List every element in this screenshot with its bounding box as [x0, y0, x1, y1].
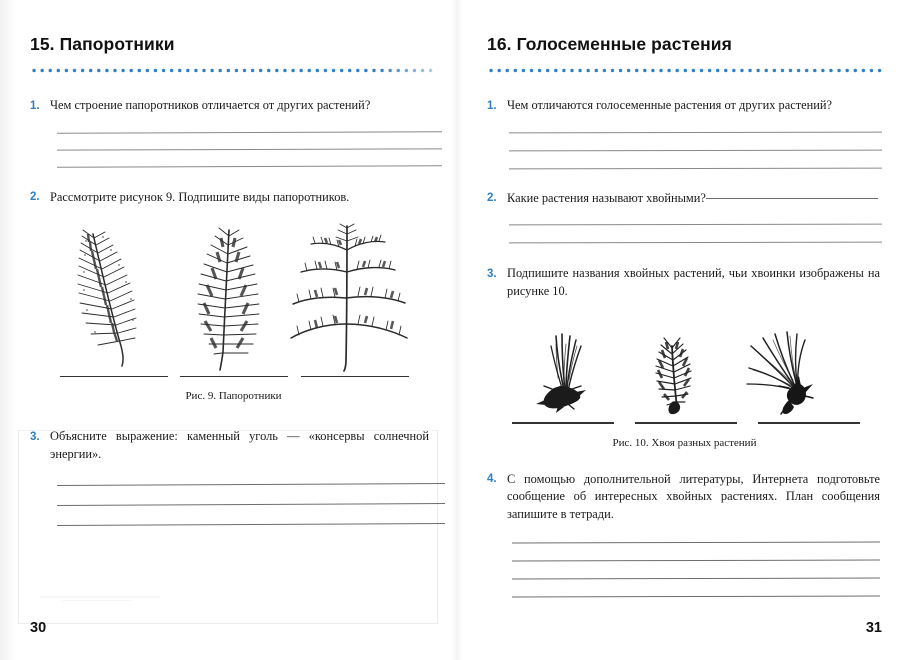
fern-frond-upright-icon — [171, 220, 283, 372]
right-question-2-inline-answer-line[interactable] — [706, 198, 878, 199]
left-question-3-text: Объясните выражение: каменный уголь — «консервы солнечной энергии». — [50, 429, 429, 462]
left-page-title-divider — [30, 68, 437, 73]
figure-10-label-lines[interactable] — [487, 422, 882, 423]
left-question-3-answer-lines[interactable] — [30, 484, 437, 525]
left-question-1 — [30, 97, 437, 115]
right-page-section-title: 16. Голосеменные растения — [487, 34, 732, 54]
long-pine-needle-cluster-icon — [737, 316, 845, 416]
right-question-1-text: Чем отличаются голосеменные растения от других растений? — [507, 98, 833, 112]
right-question-1 — [487, 97, 882, 115]
pine-needle-bundle-icon — [524, 316, 616, 416]
left-question-3-number: 3. — [30, 430, 40, 443]
right-question-1-answer-lines[interactable] — [487, 132, 882, 169]
fern-frond-branched-icon — [283, 220, 415, 372]
right-question-4-text: С помощью дополнительной литературы, Интернета подготовьте сообщение об интересных хвойных растениях. План сообщения запишите в тетради. — [507, 471, 880, 521]
figure-9-label-lines[interactable] — [30, 376, 437, 377]
right-question-3-number: 3. — [487, 267, 497, 280]
left-question-1-answer-lines[interactable] — [30, 132, 437, 167]
left-question-2-text: Рассмотрите рисунок 9. Подпишите виды папоротников. — [50, 189, 350, 204]
right-question-4-number: 4. — [487, 473, 497, 486]
figure-9-caption: Рис. 9. Папоротники — [185, 390, 282, 403]
right-question-3 — [487, 265, 882, 300]
right-page-number: 31 — [865, 620, 882, 636]
right-question-4 — [487, 471, 882, 524]
fern-frond-pinnate-icon — [53, 220, 171, 372]
figure-10-illustrations — [487, 316, 882, 416]
left-question-2-number: 2. — [30, 191, 40, 204]
right-page — [455, 0, 910, 660]
left-page-section-title: 15. Папоротники — [30, 34, 175, 54]
right-question-2-answer-lines[interactable] — [487, 224, 882, 243]
left-question-3 — [30, 428, 437, 463]
left-question-1-number: 1. — [30, 99, 40, 112]
right-question-3-text: Подпишите названия хвойных растений, чьи хвоинки изображены на рисунке 10. — [507, 266, 880, 298]
right-question-2-text: Какие растения называют хвойными? — [507, 190, 706, 205]
right-question-2 — [487, 190, 882, 208]
right-question-1-number: 1. — [487, 99, 497, 112]
left-page-number: 30 — [30, 620, 47, 636]
left-question-2 — [30, 189, 437, 207]
figure-9-illustrations — [30, 220, 437, 372]
spruce-needle-spray-icon — [637, 316, 715, 416]
left-question-1-text: Чем строение папоротников отличается от других растений? — [50, 98, 371, 112]
right-question-4-answer-lines[interactable] — [487, 542, 882, 597]
right-page-title-divider — [487, 68, 882, 73]
figure-10-caption: Рис. 10. Хвоя разных растений — [612, 436, 757, 449]
right-question-2-number: 2. — [487, 192, 497, 205]
